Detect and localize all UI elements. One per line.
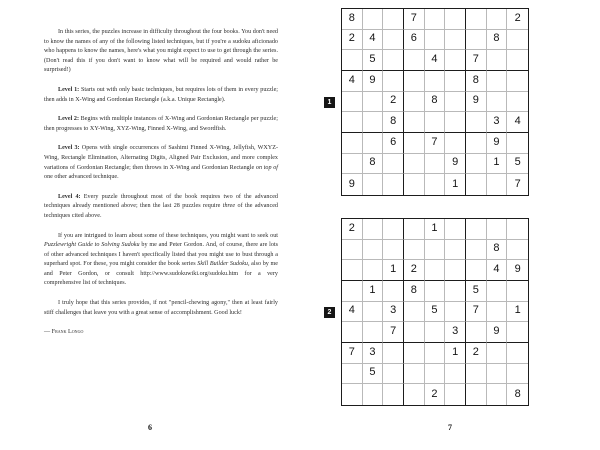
sudoku-cell[interactable]: [507, 322, 528, 343]
sudoku-cell[interactable]: 5: [425, 302, 446, 323]
sudoku-cell[interactable]: [487, 302, 508, 323]
sudoku-cell[interactable]: [487, 384, 508, 405]
sudoku-cell[interactable]: 9: [507, 260, 528, 281]
sudoku-cell[interactable]: 1: [363, 281, 384, 302]
sudoku-cell[interactable]: [466, 9, 487, 30]
sudoku-cell[interactable]: [363, 322, 384, 343]
sudoku-cell[interactable]: 7: [383, 322, 404, 343]
sudoku-cell[interactable]: 2: [383, 92, 404, 113]
sudoku-cell[interactable]: 7: [514, 177, 521, 190]
sudoku-cell[interactable]: [425, 71, 446, 92]
sudoku-cell[interactable]: 2: [342, 219, 363, 240]
sudoku-cell[interactable]: [342, 322, 363, 343]
intro-text: [44, 28, 278, 338]
sudoku-cell[interactable]: [404, 240, 425, 261]
sudoku-cell[interactable]: 7: [425, 133, 446, 154]
sudoku-cell[interactable]: [487, 92, 508, 113]
sudoku-cell[interactable]: [425, 322, 446, 343]
sudoku-cell[interactable]: 8: [487, 30, 508, 51]
sudoku-cell[interactable]: [404, 384, 425, 405]
sudoku-cell[interactable]: 7: [404, 9, 425, 30]
sudoku-cell[interactable]: [383, 30, 404, 51]
sudoku-cell[interactable]: [445, 219, 466, 240]
sudoku-cell[interactable]: 4: [363, 30, 384, 51]
sudoku-cell[interactable]: 4: [342, 302, 363, 323]
sudoku-cell[interactable]: [404, 174, 425, 195]
sudoku-cell[interactable]: [404, 343, 425, 364]
sudoku-cell[interactable]: 1: [507, 302, 528, 323]
sudoku-cell[interactable]: [383, 9, 404, 30]
sudoku-cell[interactable]: 9: [487, 322, 508, 343]
sudoku-cell[interactable]: [507, 281, 528, 302]
sudoku-cell[interactable]: 2: [404, 260, 425, 281]
sudoku-cell[interactable]: 5: [363, 364, 384, 385]
sudoku-cell[interactable]: [342, 384, 363, 405]
sudoku-cell[interactable]: 3: [445, 322, 466, 343]
sudoku-cell[interactable]: 4: [487, 260, 508, 281]
sudoku-cell[interactable]: 8: [487, 240, 508, 261]
sudoku-cell[interactable]: [425, 364, 446, 385]
sudoku-cell[interactable]: 7: [342, 343, 363, 364]
sudoku-cell[interactable]: [466, 384, 487, 405]
sudoku-cell[interactable]: 4: [425, 50, 446, 71]
sudoku-cell[interactable]: [363, 174, 384, 195]
sudoku-cell[interactable]: [507, 343, 528, 364]
sudoku-cell[interactable]: [445, 71, 466, 92]
sudoku-cell[interactable]: 1: [425, 219, 446, 240]
sudoku-cell[interactable]: [507, 50, 528, 71]
sudoku-cell[interactable]: [342, 92, 363, 113]
sudoku-cell[interactable]: [487, 343, 508, 364]
sudoku-cell[interactable]: [466, 219, 487, 240]
sudoku-cell[interactable]: [507, 364, 528, 385]
sudoku-cell[interactable]: 2: [342, 30, 363, 51]
right-page: [300, 0, 600, 450]
sudoku-cell[interactable]: [445, 133, 466, 154]
sudoku-cell[interactable]: [507, 92, 528, 113]
sudoku-cell[interactable]: 8: [425, 92, 446, 113]
sudoku-cell[interactable]: [363, 219, 384, 240]
sudoku-cell[interactable]: [342, 112, 363, 133]
sudoku-cell[interactable]: [404, 92, 425, 113]
sudoku-cell[interactable]: [363, 260, 384, 281]
sudoku-cell[interactable]: 3: [487, 112, 508, 133]
sudoku-cell[interactable]: [425, 343, 446, 364]
sudoku-cell[interactable]: [507, 219, 528, 240]
sudoku-cell[interactable]: 5: [363, 50, 384, 71]
sudoku-cell[interactable]: [445, 30, 466, 51]
sudoku-cell[interactable]: 9: [487, 133, 508, 154]
sudoku-cell[interactable]: [466, 133, 487, 154]
sudoku-cell[interactable]: 8: [514, 387, 521, 400]
sudoku-cell[interactable]: 7: [466, 302, 487, 323]
sudoku-cell[interactable]: [445, 281, 466, 302]
sudoku-cell[interactable]: [445, 260, 466, 281]
sudoku-cell[interactable]: 2: [425, 384, 446, 405]
sudoku-cell[interactable]: [425, 30, 446, 51]
sudoku-cell[interactable]: 9: [466, 92, 487, 113]
sudoku-cell[interactable]: [466, 30, 487, 51]
page-number-right: 7: [448, 423, 452, 432]
puzzle-1-number-badge: 1: [324, 97, 335, 108]
sudoku-cell[interactable]: [363, 112, 384, 133]
sudoku-cell[interactable]: 9: [445, 154, 466, 175]
sudoku-cell[interactable]: 6: [383, 133, 404, 154]
sudoku-cell[interactable]: [445, 364, 466, 385]
intro-paragraph-resources: If you are intrigued to learn about some of these techniques, you might want to seek out Puzzlewright Guide to Solving Sudoku by me and Peter Gordon. And, of course, there are lots of other advanced techniques I haven't specifically listed that you might use to bust through a superhard spot. For these, you might consider the book series Skill Builder Sudoku, also by me and Peter Gordon, or consult http://www.sudokuwiki.org/sudoku.htm for a very comprehensive list of techniques.: [44, 232, 278, 287]
sudoku-cell[interactable]: 5: [466, 281, 487, 302]
intro-paragraph-level-3: Level 3: Opens with single occurrences of Sashimi Finned X-Wing, Jellyfish, WXYZ-Wing, Rectangle Elimination, Alternating Digits, Aligned Pair Exclusion, and more complex variations of Gordonian Rectangle; then throws in X-Wing and Gordonian Rectangle on top of one other advanced technique.: [44, 145, 278, 181]
sudoku-cell[interactable]: [342, 281, 363, 302]
sudoku-cell[interactable]: 2: [507, 9, 528, 30]
author-signature: — Frank Longo: [44, 329, 84, 336]
sudoku-cell[interactable]: [445, 112, 466, 133]
sudoku-cell[interactable]: [466, 154, 487, 175]
sudoku-grid-1[interactable]: [341, 8, 529, 196]
sudoku-cell[interactable]: [466, 260, 487, 281]
sudoku-cell[interactable]: [383, 154, 404, 175]
sudoku-cell[interactable]: [425, 154, 446, 175]
sudoku-cell[interactable]: [383, 50, 404, 71]
intro-paragraph-closing: I truly hope that this series provides, if not "pencil-chewing agony," then at least fairly stiff challenges that leave you with a great sense of accomplishment. Good luck!: [44, 300, 278, 316]
sudoku-cell[interactable]: 1: [445, 174, 466, 195]
sudoku-cell[interactable]: 8: [363, 154, 384, 175]
sudoku-cell[interactable]: [383, 281, 404, 302]
sudoku-cell[interactable]: [363, 384, 384, 405]
sudoku-cell[interactable]: [487, 219, 508, 240]
page-number-left: 6: [148, 423, 152, 432]
sudoku-cell[interactable]: [404, 302, 425, 323]
sudoku-cell[interactable]: [445, 384, 466, 405]
sudoku-cell[interactable]: [363, 302, 384, 323]
sudoku-cell[interactable]: [404, 71, 425, 92]
sudoku-cell[interactable]: [466, 322, 487, 343]
sudoku-cell[interactable]: [383, 240, 404, 261]
puzzle-2-block: [324, 218, 529, 406]
sudoku-cell[interactable]: 3: [363, 343, 384, 364]
sudoku-cell[interactable]: [342, 364, 363, 385]
sudoku-cell[interactable]: [425, 9, 446, 30]
sudoku-cell[interactable]: [507, 240, 528, 261]
sudoku-cell[interactable]: 5: [507, 154, 528, 175]
sudoku-cell[interactable]: [425, 240, 446, 261]
intro-paragraph-level-4: Level 4: Every puzzle throughout most of the book requires two of the advanced techniques already mentioned above; then the last 28 puzzles require three of the advanced techniques cited above.: [44, 193, 278, 219]
intro-paragraph-0: In this series, the puzzles increase in difficulty throughout the four books. You don't need to know the names of any of the following listed techniques, but if you're a sudoku aficionado who happens to know the names, here's what you might expect to use to get through the series. (Don't read this if you don't want to know what will be required and would rather be surprised!): [44, 29, 278, 74]
sudoku-cell[interactable]: [507, 30, 528, 51]
puzzle-2-number-badge: 2: [324, 307, 335, 318]
sudoku-cell[interactable]: 8: [466, 71, 487, 92]
sudoku-cell[interactable]: 8: [404, 281, 425, 302]
sudoku-cell[interactable]: [445, 50, 466, 71]
sudoku-cell[interactable]: [445, 240, 466, 261]
sudoku-cell[interactable]: [425, 174, 446, 195]
sudoku-cell[interactable]: 8: [383, 112, 404, 133]
sudoku-cell[interactable]: [342, 154, 363, 175]
sudoku-cell[interactable]: [466, 112, 487, 133]
sudoku-cell[interactable]: [383, 384, 404, 405]
intro-paragraph-level-1: Level 1: Starts out with only basic techniques, but requires lots of them in every puzzle; then adds in X-Wing and Gordonian Rectangle (a.k.a. Unique Rectangle).: [44, 86, 279, 103]
sudoku-cell[interactable]: [445, 9, 466, 30]
sudoku-cell[interactable]: [383, 364, 404, 385]
sudoku-cell[interactable]: 2: [466, 343, 487, 364]
sudoku-cell[interactable]: [404, 322, 425, 343]
sudoku-cell[interactable]: [404, 50, 425, 71]
sudoku-cell[interactable]: 4: [342, 71, 363, 92]
sudoku-cell[interactable]: [363, 133, 384, 154]
sudoku-cell[interactable]: [404, 133, 425, 154]
sudoku-cell[interactable]: 8: [342, 9, 363, 30]
sudoku-cell[interactable]: 9: [363, 71, 384, 92]
sudoku-cell[interactable]: 9: [342, 174, 363, 195]
sudoku-cell[interactable]: [404, 364, 425, 385]
sudoku-cell[interactable]: [342, 240, 363, 261]
sudoku-cell[interactable]: [466, 240, 487, 261]
sudoku-cell[interactable]: 4: [507, 112, 528, 133]
sudoku-cell[interactable]: [363, 92, 384, 113]
puzzle-1-block: [324, 8, 529, 196]
sudoku-cell[interactable]: [363, 9, 384, 30]
sudoku-cell[interactable]: [404, 154, 425, 175]
sudoku-cell[interactable]: [466, 364, 487, 385]
sudoku-cell[interactable]: [383, 219, 404, 240]
sudoku-cell[interactable]: 6: [404, 30, 425, 51]
sudoku-grid-2[interactable]: [341, 218, 529, 406]
sudoku-cell[interactable]: [383, 174, 404, 195]
sudoku-cell[interactable]: [487, 364, 508, 385]
sudoku-cell[interactable]: 7: [466, 50, 487, 71]
sudoku-cell[interactable]: [507, 133, 528, 154]
sudoku-cell[interactable]: [363, 240, 384, 261]
sudoku-cell[interactable]: 1: [445, 343, 466, 364]
sudoku-cell[interactable]: [487, 174, 508, 195]
sudoku-cell[interactable]: [487, 71, 508, 92]
sudoku-cell[interactable]: 1: [487, 154, 508, 175]
sudoku-cell[interactable]: [425, 112, 446, 133]
sudoku-cell[interactable]: [507, 71, 528, 92]
sudoku-cell[interactable]: [487, 9, 508, 30]
sudoku-cell[interactable]: [445, 302, 466, 323]
sudoku-cell[interactable]: [342, 133, 363, 154]
intro-paragraph-level-2: Level 2: Begins with multiple instances of X-Wing and Gordonian Rectangle per puzzle; then progresses to XY-Wing, XYZ-Wing, Finned X-Wing, and Swordfish.: [44, 116, 278, 132]
sudoku-cell[interactable]: [383, 343, 404, 364]
sudoku-cell[interactable]: [404, 112, 425, 133]
sudoku-cell[interactable]: [445, 92, 466, 113]
sudoku-cell[interactable]: [487, 281, 508, 302]
sudoku-cell[interactable]: [342, 50, 363, 71]
sudoku-cell[interactable]: [466, 174, 487, 195]
sudoku-cell[interactable]: [487, 50, 508, 71]
sudoku-cell[interactable]: [425, 260, 446, 281]
sudoku-cell[interactable]: 1: [383, 260, 404, 281]
sudoku-cell[interactable]: [383, 71, 404, 92]
sudoku-cell[interactable]: [404, 219, 425, 240]
sudoku-cell[interactable]: 3: [383, 302, 404, 323]
sudoku-cell[interactable]: [425, 281, 446, 302]
sudoku-cell[interactable]: [342, 260, 363, 281]
